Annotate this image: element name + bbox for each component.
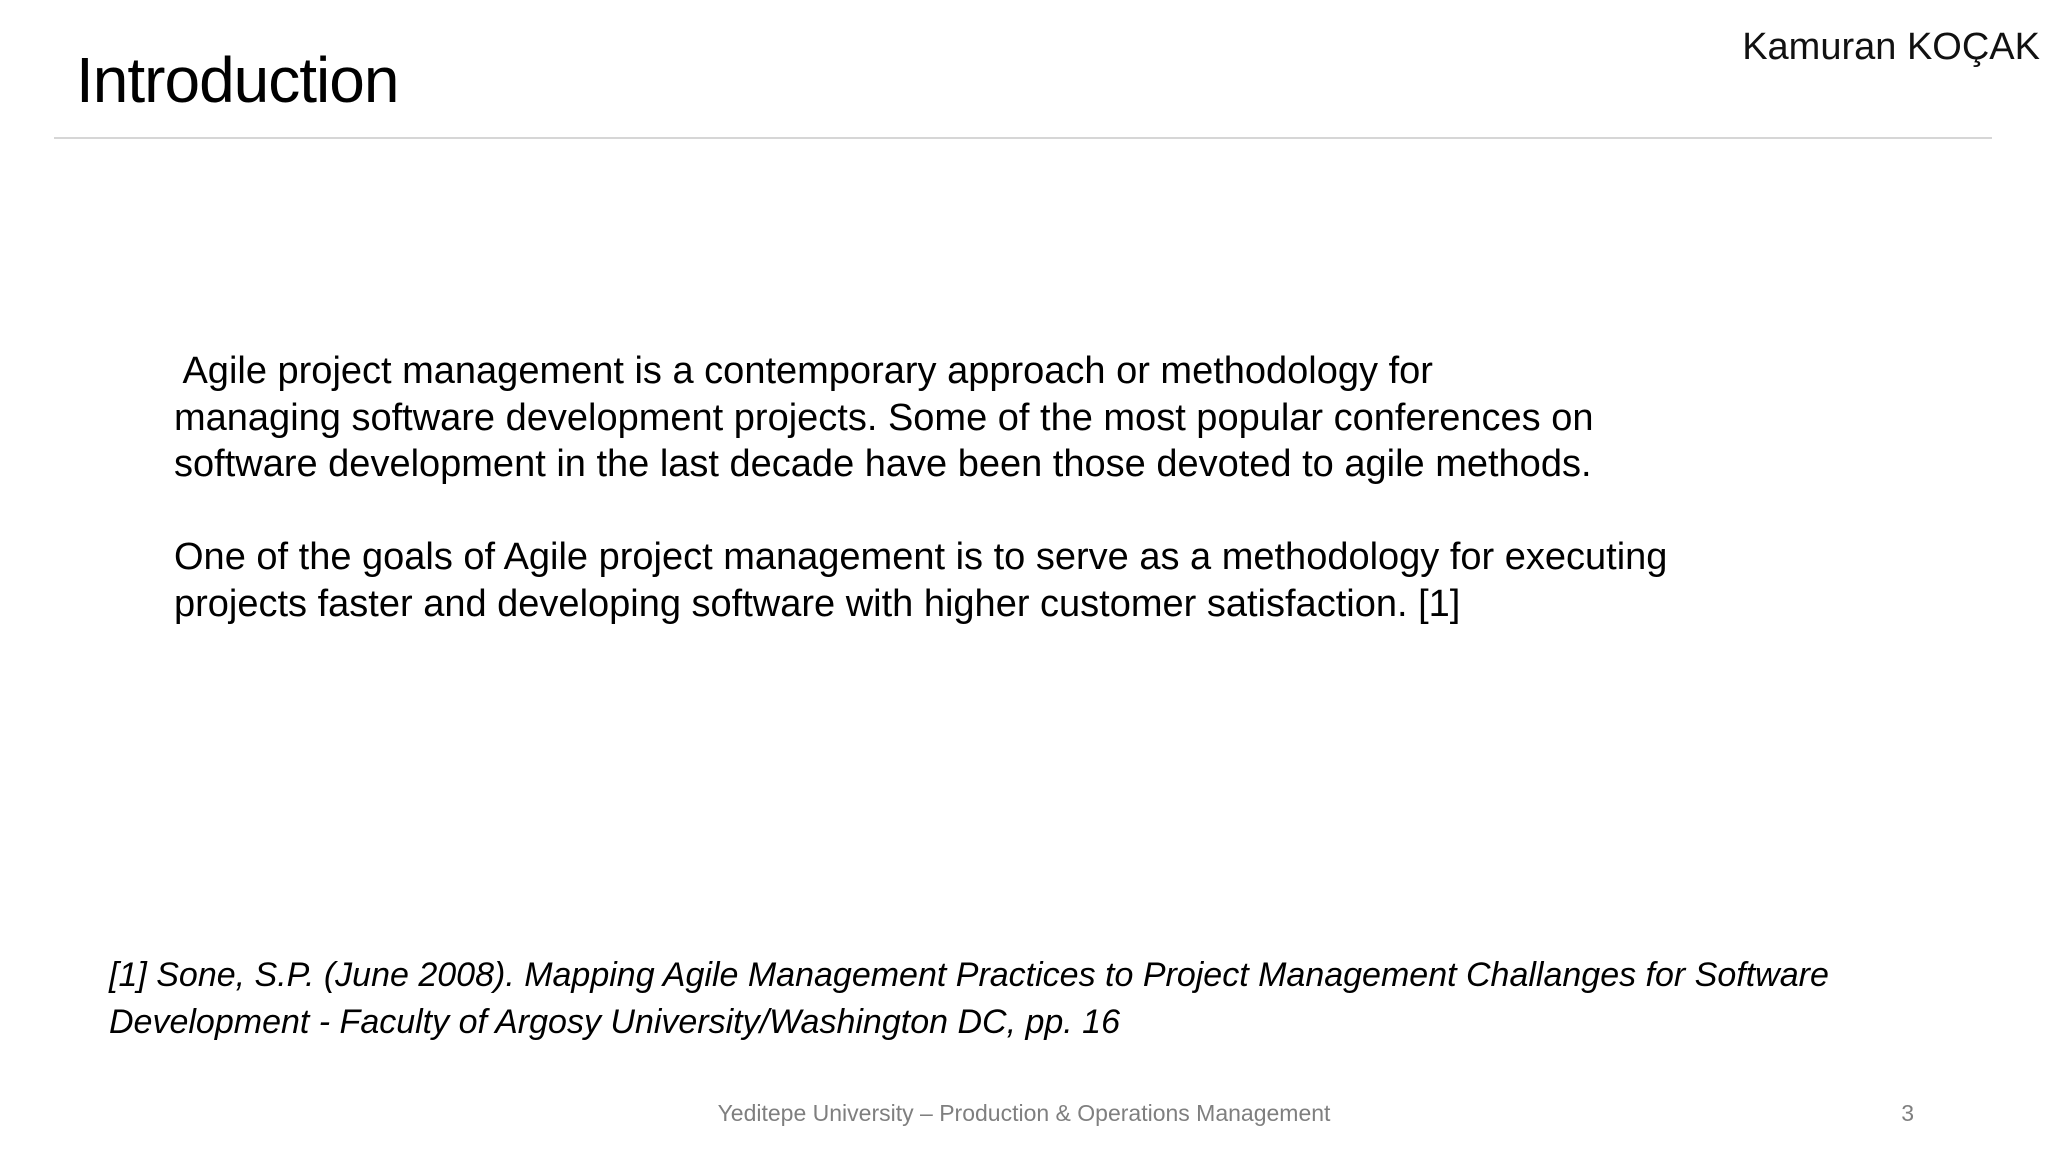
body-line: software development in the last decade have been those devoted to agile methods. bbox=[174, 443, 1592, 485]
slide-title: Introduction bbox=[76, 44, 399, 116]
body-text bbox=[174, 348, 1934, 627]
paragraph-spacer bbox=[174, 488, 1934, 535]
footer-text: Yeditepe University – Production & Operations Management bbox=[717, 1100, 1331, 1126]
reference-citation bbox=[109, 952, 2009, 1046]
author-name: Kamuran KOÇAK bbox=[1742, 26, 2040, 68]
body-line: One of the goals of Agile project management is to serve as a methodology for executing bbox=[174, 536, 1668, 578]
body-line: Agile project management is a contemporary approach or methodology for bbox=[174, 350, 1433, 392]
reference-line: [1] Sone, S.P. (June 2008). Mapping Agile Management Practices to Project Management Challanges for Software bbox=[109, 956, 1829, 994]
page-number: 3 bbox=[1901, 1100, 1914, 1126]
reference-line: Development - Faculty of Argosy University/Washington DC, pp. 16 bbox=[109, 1003, 1120, 1041]
body-line: managing software development projects. Some of the most popular conferences on bbox=[174, 396, 1594, 439]
title-divider bbox=[54, 137, 1992, 139]
body-line: projects faster and developing software with higher customer satisfaction. [1] bbox=[174, 582, 1461, 625]
